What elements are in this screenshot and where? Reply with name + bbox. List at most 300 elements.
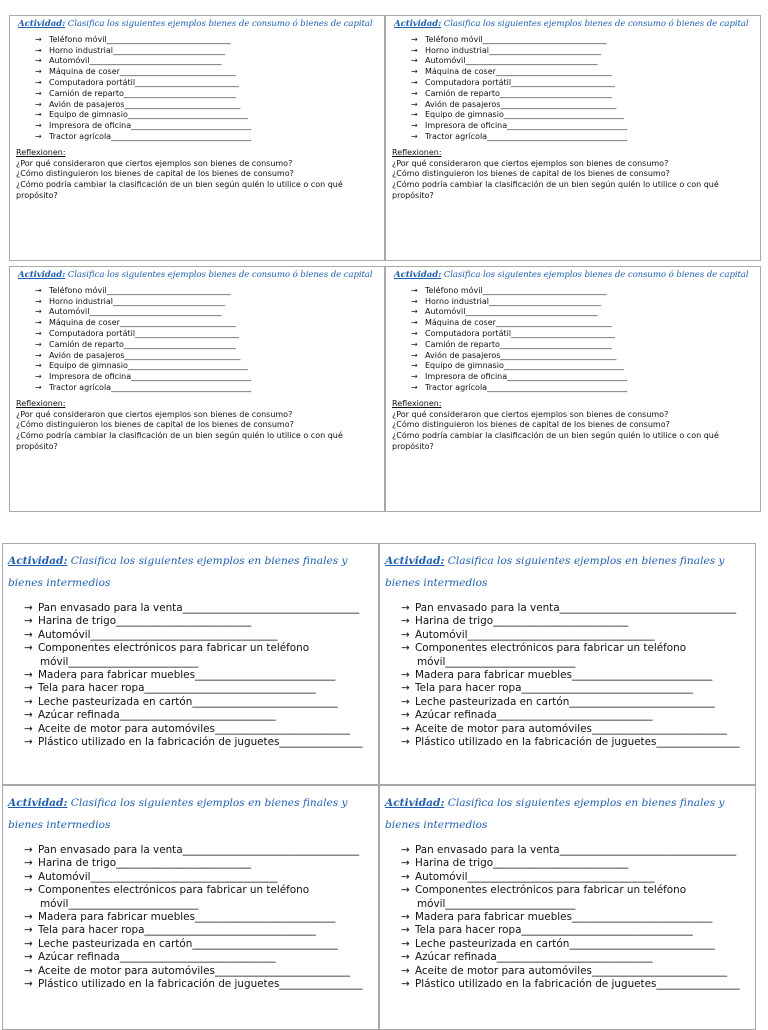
item-label: Azúcar refinada______________________________ xyxy=(415,951,653,964)
activity-instruction: Clasifica los siguientes ejemplos bienes de consumo ó bienes de capital xyxy=(441,270,749,280)
examples-list xyxy=(16,286,378,394)
item-label: Tela para hacer ropa_________________________________ xyxy=(415,682,693,695)
item-label: Horno industrial____________________________ xyxy=(49,45,225,55)
activity-title xyxy=(394,19,754,30)
list-item xyxy=(24,615,373,628)
arrow-icon: → xyxy=(35,328,42,338)
arrow-icon: → xyxy=(401,964,410,977)
item-label: Pan envasado para la venta__________________________________ xyxy=(415,602,737,614)
list-item xyxy=(401,642,750,655)
list-item xyxy=(35,132,378,143)
list-item xyxy=(35,35,378,46)
list-item xyxy=(24,723,373,736)
list-item xyxy=(35,297,378,308)
arrow-icon: → xyxy=(401,695,410,708)
arrow-icon: → xyxy=(24,978,33,991)
list-item xyxy=(401,709,750,722)
list-item xyxy=(401,629,750,642)
arrow-icon: → xyxy=(401,682,410,695)
item-label: Aceite de motor para automóviles__________________________ xyxy=(415,722,728,735)
item-label: Plástico utilizado en la fabricación de juguetes________________ xyxy=(415,736,740,749)
reflexion-question: ¿Cómo distinguieron los bienes de capital de los bienes de consumo? xyxy=(392,420,670,430)
reflexion-question: ¿Por qué consideraron que ciertos ejemplos son bienes de consumo? xyxy=(16,158,293,168)
reflexion-question: ¿Por qué consideraron que ciertos ejemplos son bienes de consumo? xyxy=(392,158,669,168)
arrow-icon: → xyxy=(24,695,33,708)
activity-label: Actividad: xyxy=(18,19,66,29)
arrow-icon: → xyxy=(24,870,33,883)
list-item xyxy=(401,978,750,991)
arrow-icon: → xyxy=(35,318,42,328)
arrow-icon: → xyxy=(411,121,418,131)
arrow-icon: → xyxy=(24,857,33,870)
arrow-icon: → xyxy=(411,34,418,44)
item-label: Aceite de motor para automóviles__________________________ xyxy=(38,722,351,735)
item-label: Azúcar refinada______________________________ xyxy=(38,709,276,722)
item-label: Equipo de gimnasio______________________________ xyxy=(49,361,248,371)
list-item xyxy=(411,318,754,329)
arrow-icon: → xyxy=(401,709,410,722)
list-item xyxy=(411,383,754,394)
reflexion-question: ¿Cómo distinguieron los bienes de capital de los bienes de consumo? xyxy=(16,420,294,430)
arrow-icon: → xyxy=(411,382,418,392)
consumo-capital-card-4 xyxy=(385,266,761,512)
arrow-icon: → xyxy=(24,642,33,655)
arrow-icon: → xyxy=(401,736,410,749)
list-item xyxy=(401,884,750,897)
arrow-icon: → xyxy=(35,361,42,371)
item-label: Azúcar refinada______________________________ xyxy=(415,709,653,722)
arrow-icon: → xyxy=(411,296,418,306)
arrow-icon: → xyxy=(401,911,410,924)
list-item xyxy=(35,351,378,362)
item-label: Computadora portátil__________________________ xyxy=(49,328,240,338)
item-label: Harina de trigo__________________________ xyxy=(38,857,252,870)
consumo-capital-card-3 xyxy=(9,266,385,512)
arrow-icon: → xyxy=(35,77,42,87)
arrow-icon: → xyxy=(24,722,33,735)
arrow-icon: → xyxy=(35,67,42,77)
arrow-icon: → xyxy=(24,736,33,749)
activity-label: Actividad: xyxy=(385,797,445,809)
item-label: Automóvil____________________________________ xyxy=(38,870,278,883)
item-label: Máquina de coser_____________________________ xyxy=(425,318,612,328)
item-label: Avión de pasajeros_____________________________ xyxy=(425,99,617,109)
arrow-icon: → xyxy=(24,628,33,641)
list-item-continuation: móvil_________________________ xyxy=(417,897,576,910)
reflexion-question: ¿Cómo podría cambiar la clasificación de un bien según quién lo utilice o con qué propósito? xyxy=(392,180,719,200)
list-item xyxy=(24,924,373,937)
list-item xyxy=(401,682,750,695)
item-label: Tractor agrícola___________________________________ xyxy=(425,131,628,141)
list-item xyxy=(411,78,754,89)
item-label: Avión de pasajeros_____________________________ xyxy=(49,350,241,360)
list-item xyxy=(35,286,378,297)
arrow-icon: → xyxy=(411,131,418,141)
list-item xyxy=(411,340,754,351)
arrow-icon: → xyxy=(35,339,42,349)
reflexion-question: ¿Cómo distinguieron los bienes de capital de los bienes de consumo? xyxy=(16,169,294,179)
list-item xyxy=(35,100,378,111)
list-item xyxy=(411,121,754,132)
reflexion-heading: Reflexionen: xyxy=(392,398,442,408)
list-item xyxy=(35,307,378,318)
examples-list xyxy=(385,844,750,991)
item-label: Leche pasteurizada en cartón____________________________ xyxy=(38,937,338,950)
list-item xyxy=(411,100,754,111)
list-item xyxy=(401,951,750,964)
activity-title xyxy=(18,19,378,30)
arrow-icon: → xyxy=(35,307,42,317)
finales-intermedios-card-4 xyxy=(379,785,756,1030)
arrow-icon: → xyxy=(411,67,418,77)
list-item xyxy=(24,884,373,897)
activity-label: Actividad: xyxy=(394,270,442,280)
reflexion-question: ¿Cómo podría cambiar la clasificación de un bien según quién lo utilice o con qué propósito? xyxy=(392,431,719,451)
list-item xyxy=(411,110,754,121)
arrow-icon: → xyxy=(411,285,418,295)
arrow-icon: → xyxy=(401,722,410,735)
item-label: Plástico utilizado en la fabricación de juguetes________________ xyxy=(415,978,740,991)
list-item xyxy=(35,372,378,383)
arrow-icon: → xyxy=(411,318,418,328)
list-item xyxy=(401,696,750,709)
item-label: Máquina de coser_____________________________ xyxy=(49,318,236,328)
item-label: Tractor agrícola___________________________________ xyxy=(49,131,252,141)
arrow-icon: → xyxy=(411,328,418,338)
activity-label: Actividad: xyxy=(394,19,442,29)
list-item xyxy=(24,696,373,709)
item-label: Automóvil____________________________________ xyxy=(415,628,655,641)
item-label: Plástico utilizado en la fabricación de juguetes________________ xyxy=(38,736,363,749)
item-label: Aceite de motor para automóviles__________________________ xyxy=(38,964,351,977)
list-item xyxy=(24,709,373,722)
list-item-continuation: móvil_________________________ xyxy=(40,655,199,668)
arrow-icon: → xyxy=(24,682,33,695)
examples-list xyxy=(392,35,754,143)
list-item xyxy=(24,965,373,978)
list-item xyxy=(24,629,373,642)
list-item xyxy=(401,602,750,615)
item-label: Horno industrial____________________________ xyxy=(425,296,601,306)
list-item xyxy=(411,67,754,78)
activity-title xyxy=(8,550,373,594)
item-label: Madera para fabricar muebles___________________________ xyxy=(38,911,336,924)
finales-intermedios-card-2 xyxy=(379,543,756,785)
item-label: Equipo de gimnasio______________________________ xyxy=(49,110,248,120)
item-label: Leche pasteurizada en cartón____________________________ xyxy=(38,695,338,708)
arrow-icon: → xyxy=(411,45,418,55)
arrow-icon: → xyxy=(24,911,33,924)
item-label: Pan envasado para la venta__________________________________ xyxy=(415,844,737,856)
list-item xyxy=(401,924,750,937)
item-label: Teléfono móvil_______________________________ xyxy=(49,285,231,295)
item-label: Automóvil_________________________________ xyxy=(425,307,598,317)
item-label: Pan envasado para la venta__________________________________ xyxy=(38,602,360,614)
item-label: Computadora portátil__________________________ xyxy=(425,328,616,338)
item-label: Horno industrial____________________________ xyxy=(425,45,601,55)
list-item xyxy=(24,682,373,695)
list-item xyxy=(35,318,378,329)
examples-list xyxy=(392,286,754,394)
arrow-icon: → xyxy=(401,978,410,991)
item-label: Teléfono móvil_______________________________ xyxy=(425,285,607,295)
list-item xyxy=(411,361,754,372)
item-label: Teléfono móvil_______________________________ xyxy=(49,34,231,44)
item-label: Madera para fabricar muebles___________________________ xyxy=(415,911,713,924)
list-item-continuation: móvil_________________________ xyxy=(40,897,199,910)
item-label: Automóvil_________________________________ xyxy=(49,56,222,66)
list-item xyxy=(24,978,373,991)
item-label: Equipo de gimnasio______________________________ xyxy=(425,110,624,120)
arrow-icon: → xyxy=(24,669,33,682)
list-item xyxy=(24,857,373,870)
reflexion-heading: Reflexionen: xyxy=(16,147,66,157)
list-item xyxy=(411,286,754,297)
activity-title xyxy=(18,270,378,281)
arrow-icon: → xyxy=(401,924,410,937)
item-label: Componentes electrónicos para fabricar un teléfono xyxy=(38,642,310,655)
item-label: Camión de reparto____________________________ xyxy=(425,88,612,98)
item-label: Automóvil_________________________________ xyxy=(425,56,598,66)
arrow-icon: → xyxy=(35,88,42,98)
item-label: Impresora de oficina______________________________ xyxy=(425,372,628,382)
list-item xyxy=(411,46,754,57)
item-label: Madera para fabricar muebles___________________________ xyxy=(415,669,713,682)
list-item xyxy=(35,67,378,78)
arrow-icon: → xyxy=(401,844,410,856)
activity-instruction: Clasifica los siguientes ejemplos bienes de consumo ó bienes de capital xyxy=(65,270,373,280)
list-item xyxy=(411,89,754,100)
list-item xyxy=(411,297,754,308)
arrow-icon: → xyxy=(411,77,418,87)
arrow-icon: → xyxy=(24,884,33,897)
arrow-icon: → xyxy=(24,951,33,964)
consumo-capital-card-2 xyxy=(385,15,761,261)
list-item xyxy=(24,736,373,749)
consumo-capital-card-1 xyxy=(9,15,385,261)
item-label: Pan envasado para la venta__________________________________ xyxy=(38,844,360,856)
arrow-icon: → xyxy=(35,350,42,360)
item-label: Teléfono móvil_______________________________ xyxy=(425,34,607,44)
arrow-icon: → xyxy=(411,56,418,66)
reflexion-question: ¿Cómo podría cambiar la clasificación de un bien según quién lo utilice o con qué propósito? xyxy=(16,431,343,451)
list-item xyxy=(411,329,754,340)
list-item xyxy=(401,844,750,857)
arrow-icon: → xyxy=(401,628,410,641)
item-label: Computadora portátil__________________________ xyxy=(425,77,616,87)
activity-title xyxy=(394,270,754,281)
arrow-icon: → xyxy=(24,924,33,937)
item-label: Componentes electrónicos para fabricar un teléfono xyxy=(415,884,687,897)
list-item xyxy=(24,642,373,655)
list-item xyxy=(35,340,378,351)
list-item-continuation: móvil_________________________ xyxy=(417,655,576,668)
arrow-icon: → xyxy=(24,964,33,977)
arrow-icon: → xyxy=(401,884,410,897)
arrow-icon: → xyxy=(411,339,418,349)
list-item xyxy=(35,329,378,340)
item-label: Componentes electrónicos para fabricar un teléfono xyxy=(38,884,310,897)
arrow-icon: → xyxy=(401,937,410,950)
list-item xyxy=(401,965,750,978)
list-item xyxy=(24,669,373,682)
arrow-icon: → xyxy=(35,99,42,109)
activity-label: Actividad: xyxy=(8,555,68,567)
item-label: Harina de trigo__________________________ xyxy=(415,857,629,870)
item-label: Componentes electrónicos para fabricar un teléfono xyxy=(415,642,687,655)
item-label: Avión de pasajeros_____________________________ xyxy=(49,99,241,109)
arrow-icon: → xyxy=(35,285,42,295)
reflexion-question: ¿Cómo distinguieron los bienes de capital de los bienes de consumo? xyxy=(392,169,670,179)
item-label: Automóvil_________________________________ xyxy=(49,307,222,317)
item-label: Tractor agrícola___________________________________ xyxy=(49,382,252,392)
arrow-icon: → xyxy=(35,56,42,66)
list-item xyxy=(35,110,378,121)
examples-list xyxy=(8,844,373,991)
item-label: Tractor agrícola___________________________________ xyxy=(425,382,628,392)
activity-label: Actividad: xyxy=(18,270,66,280)
item-label: Harina de trigo__________________________ xyxy=(38,615,252,628)
activity-title xyxy=(385,550,750,594)
item-label: Tela para hacer ropa_________________________________ xyxy=(415,924,693,937)
item-label: Avión de pasajeros_____________________________ xyxy=(425,350,617,360)
activity-instruction: Clasifica los siguientes ejemplos bienes de consumo ó bienes de capital xyxy=(441,19,749,29)
list-item xyxy=(24,871,373,884)
item-label: Aceite de motor para automóviles__________________________ xyxy=(415,964,728,977)
item-label: Computadora portátil__________________________ xyxy=(49,77,240,87)
list-item xyxy=(401,736,750,749)
list-item xyxy=(35,78,378,89)
item-label: Automóvil____________________________________ xyxy=(415,870,655,883)
arrow-icon: → xyxy=(35,382,42,392)
arrow-icon: → xyxy=(35,34,42,44)
arrow-icon: → xyxy=(24,615,33,628)
list-item xyxy=(401,723,750,736)
list-item xyxy=(24,938,373,951)
arrow-icon: → xyxy=(401,602,410,614)
item-label: Leche pasteurizada en cartón____________________________ xyxy=(415,695,715,708)
list-item xyxy=(401,857,750,870)
list-item xyxy=(411,372,754,383)
activity-instruction: Clasifica los siguientes ejemplos en bienes finales y bienes intermedios xyxy=(8,797,348,831)
arrow-icon: → xyxy=(411,361,418,371)
item-label: Madera para fabricar muebles___________________________ xyxy=(38,669,336,682)
list-item xyxy=(411,307,754,318)
item-label: Automóvil____________________________________ xyxy=(38,628,278,641)
reflexion-question: ¿Cómo podría cambiar la clasificación de un bien según quién lo utilice o con qué propósito? xyxy=(16,180,343,200)
arrow-icon: → xyxy=(401,642,410,655)
list-item xyxy=(35,121,378,132)
reflexion-heading: Reflexionen: xyxy=(392,147,442,157)
list-item xyxy=(35,89,378,100)
activity-instruction: Clasifica los siguientes ejemplos en bienes finales y bienes intermedios xyxy=(385,555,725,589)
list-item xyxy=(401,615,750,628)
item-label: Plástico utilizado en la fabricación de juguetes________________ xyxy=(38,978,363,991)
list-item xyxy=(35,383,378,394)
arrow-icon: → xyxy=(35,296,42,306)
list-item xyxy=(24,911,373,924)
list-item xyxy=(411,35,754,46)
arrow-icon: → xyxy=(411,110,418,120)
arrow-icon: → xyxy=(24,602,33,614)
examples-list xyxy=(8,602,373,749)
item-label: Máquina de coser_____________________________ xyxy=(49,67,236,77)
arrow-icon: → xyxy=(411,99,418,109)
arrow-icon: → xyxy=(411,307,418,317)
arrow-icon: → xyxy=(24,844,33,856)
activity-label: Actividad: xyxy=(8,797,68,809)
item-label: Camión de reparto____________________________ xyxy=(49,339,236,349)
arrow-icon: → xyxy=(411,88,418,98)
reflexion-question: ¿Por qué consideraron que ciertos ejemplos son bienes de consumo? xyxy=(16,409,293,419)
activity-title xyxy=(8,792,373,836)
reflexion-heading: Reflexionen: xyxy=(16,398,66,408)
arrow-icon: → xyxy=(35,45,42,55)
list-item xyxy=(401,871,750,884)
list-item xyxy=(24,844,373,857)
list-item xyxy=(24,602,373,615)
arrow-icon: → xyxy=(401,615,410,628)
arrow-icon: → xyxy=(411,372,418,382)
arrow-icon: → xyxy=(24,937,33,950)
arrow-icon: → xyxy=(35,372,42,382)
list-item xyxy=(35,56,378,67)
item-label: Máquina de coser_____________________________ xyxy=(425,67,612,77)
arrow-icon: → xyxy=(35,121,42,131)
reflexion-question: ¿Por qué consideraron que ciertos ejemplos son bienes de consumo? xyxy=(392,409,669,419)
item-label: Tela para hacer ropa_________________________________ xyxy=(38,682,316,695)
list-item xyxy=(401,938,750,951)
item-label: Equipo de gimnasio______________________________ xyxy=(425,361,624,371)
item-label: Leche pasteurizada en cartón____________________________ xyxy=(415,937,715,950)
activity-label: Actividad: xyxy=(385,555,445,567)
arrow-icon: → xyxy=(401,870,410,883)
activity-instruction: Clasifica los siguientes ejemplos en bienes finales y bienes intermedios xyxy=(385,797,725,831)
item-label: Tela para hacer ropa_________________________________ xyxy=(38,924,316,937)
arrow-icon: → xyxy=(35,110,42,120)
list-item xyxy=(401,669,750,682)
item-label: Azúcar refinada______________________________ xyxy=(38,951,276,964)
item-label: Impresora de oficina______________________________ xyxy=(425,121,628,131)
item-label: Impresora de oficina______________________________ xyxy=(49,121,252,131)
arrow-icon: → xyxy=(401,669,410,682)
activity-instruction: Clasifica los siguientes ejemplos en bienes finales y bienes intermedios xyxy=(8,555,348,589)
arrow-icon: → xyxy=(401,951,410,964)
list-item xyxy=(411,132,754,143)
examples-list xyxy=(385,602,750,749)
list-item xyxy=(35,46,378,57)
item-label: Camión de reparto____________________________ xyxy=(425,339,612,349)
activity-instruction: Clasifica los siguientes ejemplos bienes de consumo ó bienes de capital xyxy=(65,19,373,29)
finales-intermedios-card-1 xyxy=(2,543,379,785)
item-label: Horno industrial____________________________ xyxy=(49,296,225,306)
activity-title xyxy=(385,792,750,836)
item-label: Camión de reparto____________________________ xyxy=(49,88,236,98)
arrow-icon: → xyxy=(35,131,42,141)
list-item xyxy=(24,951,373,964)
list-item xyxy=(411,56,754,67)
list-item xyxy=(401,911,750,924)
item-label: Impresora de oficina______________________________ xyxy=(49,372,252,382)
list-item xyxy=(35,361,378,372)
finales-intermedios-card-3 xyxy=(2,785,379,1030)
examples-list xyxy=(16,35,378,143)
arrow-icon: → xyxy=(24,709,33,722)
list-item xyxy=(411,351,754,362)
arrow-icon: → xyxy=(401,857,410,870)
arrow-icon: → xyxy=(411,350,418,360)
item-label: Harina de trigo__________________________ xyxy=(415,615,629,628)
